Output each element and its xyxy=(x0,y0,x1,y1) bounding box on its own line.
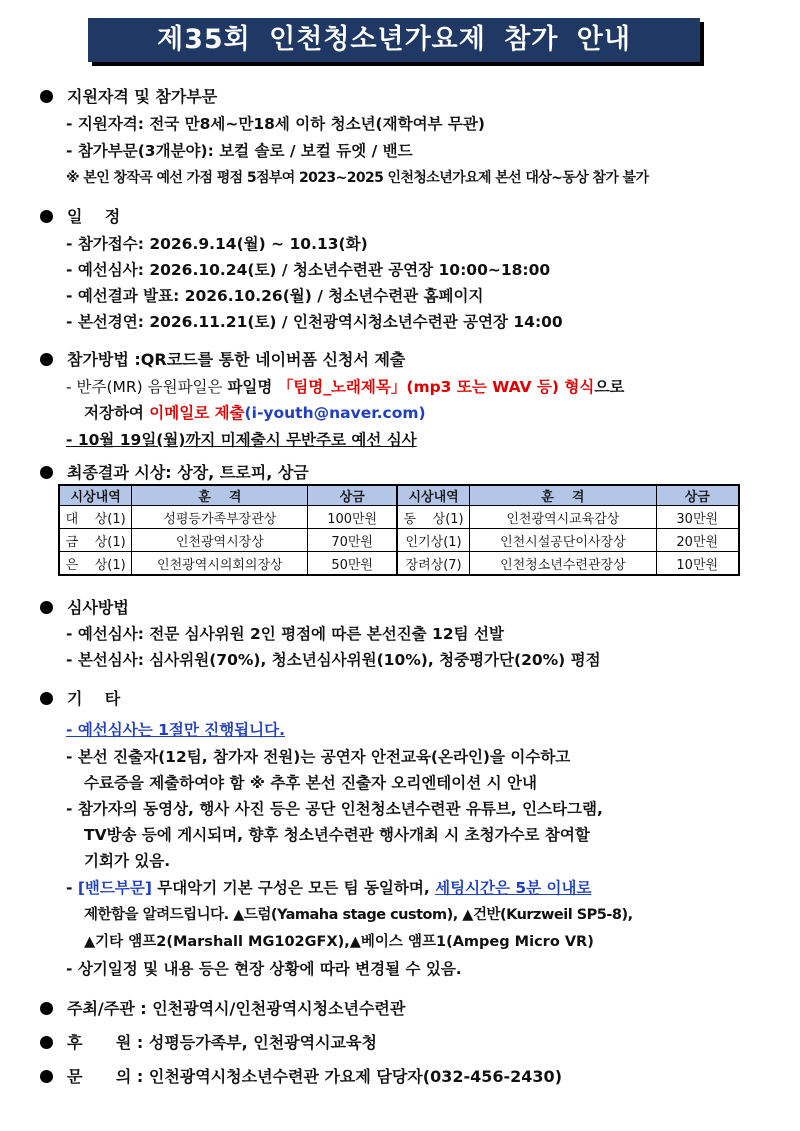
section-method-heading xyxy=(40,347,405,370)
award-name: 금 상(1) xyxy=(59,529,132,552)
award-prize: 50만원 xyxy=(308,552,397,576)
method-email-label: 이메일로 제출 xyxy=(149,404,245,422)
heading-text: 지원자격 및 참가부문 xyxy=(67,87,218,106)
table-row xyxy=(59,506,739,529)
award-prize: 70만원 xyxy=(308,529,397,552)
bullet-icon xyxy=(40,466,53,479)
awards-header-row xyxy=(59,485,739,506)
contact-line xyxy=(40,1064,562,1087)
schedule-item: - 예선심사: 2026.10.24(토) / 청소년수련관 공연장 10:00~18:00 xyxy=(66,261,551,279)
section-schedule-heading xyxy=(40,204,120,227)
etc-item-3: - 참가자의 동영상, 행사 사진 등은 공단 인천청소년수련관 유튜브, 인스타그램, xyxy=(66,800,603,818)
award-name: 장려상(7) xyxy=(397,552,470,576)
method-filename-label: 파일명 xyxy=(227,378,278,396)
title-banner xyxy=(88,18,704,66)
awards-header: 상금 xyxy=(308,485,397,506)
etc-item-5: - 상기일정 및 내용 등은 현장 상황에 따라 변경될 수 있음. xyxy=(66,960,462,978)
heading-text: 심사방법 xyxy=(67,598,129,617)
method-email-link[interactable]: (i-youth@naver.com) xyxy=(244,404,426,422)
award-title: 인천광역시장상 xyxy=(132,529,308,552)
sponsor-text: 후 원 : 성평등가족부, 인천광역시교육청 xyxy=(67,1033,377,1052)
method-line-2 xyxy=(84,401,426,423)
awards-header: 상금 xyxy=(656,485,739,506)
bullet-icon xyxy=(40,353,53,366)
method-deadline: - 10월 19일(월)까지 미제출시 무반주로 예선 심사 xyxy=(66,431,417,449)
award-name: 인기상(1) xyxy=(397,529,470,552)
bullet-icon xyxy=(40,1036,53,1049)
method-text: - 반주(MR) 음원파일은 xyxy=(66,378,228,396)
method-filename-format: 「팀명_노래제목」(mp3 또는 WAV 등) 형식 xyxy=(277,378,595,396)
etc-item-3-cont: TV방송 등에 게시되며, 향후 청소년수련관 행사개최 시 초청가수로 참여할 xyxy=(84,826,590,844)
etc-item-1: - 예선심사는 1절만 진행됩니다. xyxy=(66,721,285,739)
etc-item-4-cont: ▲기타 앰프2(Marshall MG102GFX),▲베이스 앰프1(Ampeg Micro VR) xyxy=(84,934,594,950)
award-name: 동 상(1) xyxy=(397,506,470,529)
etc-item-4-cont: 제한함을 알려드립니다. ▲드럼(Yamaha stage custom), ▲건반(Kurzweil SP5-8), xyxy=(84,907,633,923)
section-etc-heading xyxy=(40,686,120,709)
etc-item-2-cont: 수료증을 제출하여야 함 ※ 추후 본선 진출자 오리엔테이션 시 안내 xyxy=(84,774,537,792)
etc-item-3-cont: 기회가 있음. xyxy=(84,852,171,870)
method-line-1 xyxy=(66,375,624,397)
award-title: 인천광역시교육감상 xyxy=(470,506,656,529)
heading-text: 최종결과 시상: 상장, 트로피, 상금 xyxy=(67,463,309,482)
section-awards-heading xyxy=(40,460,309,483)
etc-item-2: - 본선 진출자(12팀, 참가자 전원)는 공연자 안전교육(온라인)을 이수하고 xyxy=(66,748,571,766)
judging-item: - 본선심사: 심사위원(70%), 청소년심사위원(10%), 청중평가단(20%) 평점 xyxy=(66,651,601,669)
award-title: 성평등가족부장관상 xyxy=(132,506,308,529)
schedule-item: - 예선결과 발표: 2026.10.26(월) / 청소년수련관 홈페이지 xyxy=(66,287,484,305)
sponsor-line xyxy=(40,1030,377,1053)
heading-text: 일 정 xyxy=(67,207,121,226)
dash: - xyxy=(66,879,78,897)
etc-text: 무대악기 기본 구성은 모든 팀 동일하며, xyxy=(151,879,436,897)
eligibility-line: - 지원자격: 전국 만8세~만18세 이하 청소년(재학여부 무관) xyxy=(66,115,485,133)
method-text: 저장하여 xyxy=(84,404,150,422)
division-line: - 참가부문(3개분야): 보컬 솔로 / 보컬 듀엣 / 밴드 xyxy=(66,142,413,160)
award-prize: 30만원 xyxy=(656,506,739,529)
heading-text: 기 타 xyxy=(67,689,121,708)
award-title: 인천시설공단이사장상 xyxy=(470,529,656,552)
bullet-icon xyxy=(40,210,53,223)
bullet-icon xyxy=(40,90,53,103)
bullet-icon xyxy=(40,601,53,614)
award-prize: 100만원 xyxy=(308,506,397,529)
bullet-icon xyxy=(40,692,53,705)
award-title: 인천광역시의회의장상 xyxy=(132,552,308,576)
page-title: 제35회 인천청소년가요제 참가 안내 xyxy=(88,18,700,62)
awards-table xyxy=(58,484,740,576)
section-judging-heading xyxy=(40,595,129,618)
contact-text: 문 의 : 인천광역시청소년수련관 가요제 담당자(032-456-2430) xyxy=(67,1067,563,1086)
bullet-icon xyxy=(40,1002,53,1015)
awards-header: 훈 격 xyxy=(132,485,308,506)
award-prize: 10만원 xyxy=(656,552,739,576)
band-division-label: [밴드부문] xyxy=(77,879,152,897)
schedule-item: - 참가접수: 2026.9.14(월) ~ 10.13(화) xyxy=(66,235,368,253)
award-name: 대 상(1) xyxy=(59,506,132,529)
awards-header: 시상내역 xyxy=(397,485,470,506)
host-line xyxy=(40,996,405,1019)
etc-item-4 xyxy=(66,876,591,898)
bullet-icon xyxy=(40,1070,53,1083)
setting-time-note: 세팅시간은 5분 이내로 xyxy=(435,879,592,897)
heading-text: 참가방법 :QR코드를 통한 네이버폼 신청서 제출 xyxy=(67,350,406,369)
award-title: 인천청소년수련관장상 xyxy=(470,552,656,576)
eligibility-note: ※ 본인 창작곡 예선 가점 평점 5점부여 2023~2025 인천청소년가요제 본선 대상~동상 참가 불가 xyxy=(66,170,649,186)
host-text: 주최/주관 : 인천광역시/인천광역시청소년수련관 xyxy=(67,999,406,1018)
table-row xyxy=(59,552,739,576)
schedule-item: - 본선경연: 2026.11.21(토) / 인천광역시청소년수련관 공연장 14:00 xyxy=(66,313,563,331)
awards-header: 훈 격 xyxy=(470,485,656,506)
section-eligibility-heading xyxy=(40,84,217,107)
award-name: 은 상(1) xyxy=(59,552,132,576)
method-text: 으로 xyxy=(594,378,625,396)
table-row xyxy=(59,529,739,552)
judging-item: - 예선심사: 전문 심사위원 2인 평점에 따른 본선진출 12팀 선발 xyxy=(66,625,504,643)
award-prize: 20만원 xyxy=(656,529,739,552)
awards-header: 시상내역 xyxy=(59,485,132,506)
